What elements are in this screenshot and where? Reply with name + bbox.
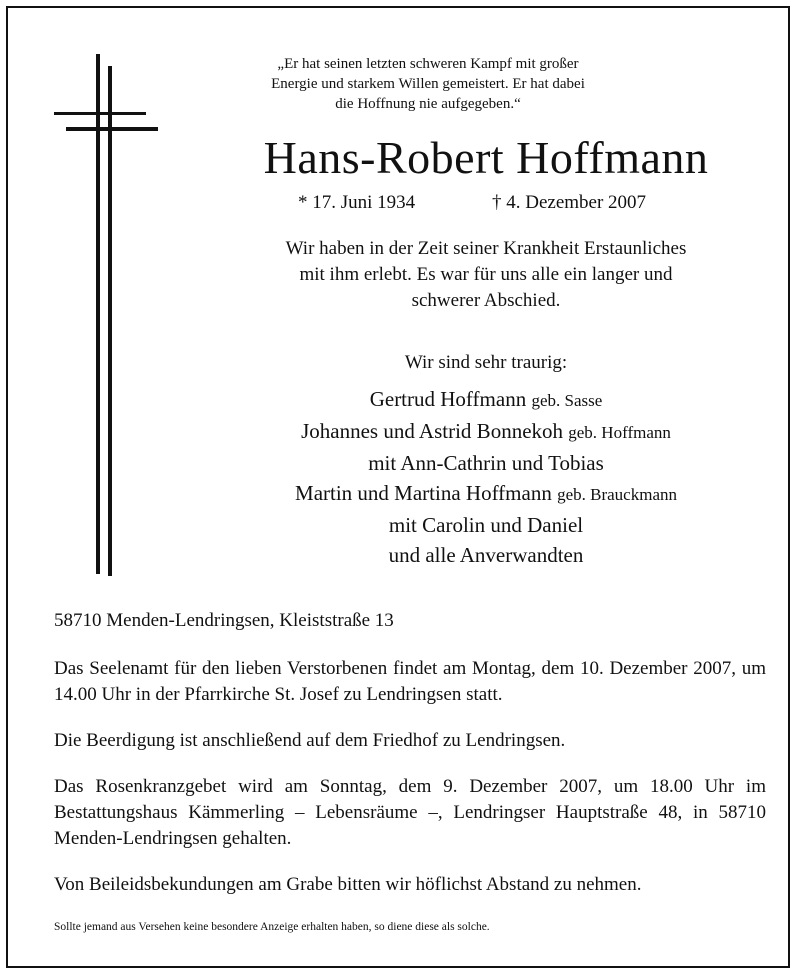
maiden-name-note: geb. Brauckmann bbox=[557, 485, 677, 504]
intro-line: mit ihm erlebt. Es war für uns alle ein langer und bbox=[299, 264, 673, 285]
maiden-name-note: geb. Hoffmann bbox=[568, 423, 671, 442]
mourner-row bbox=[208, 384, 764, 416]
quote-line: „Er hat seinen letzten schweren Kampf mit großer bbox=[277, 56, 579, 72]
mourner-row: und alle Anverwandten bbox=[388, 543, 584, 567]
mourner-name: Johannes und Astrid Bonnekoh bbox=[301, 419, 564, 443]
mourner-row: mit Ann-Cathrin und Tobias bbox=[368, 451, 604, 475]
quote bbox=[258, 54, 598, 114]
burial-info: Die Beerdigung ist anschließend auf dem Friedhof zu Lendringsen. bbox=[54, 730, 566, 751]
mourner-row: mit Carolin und Daniel bbox=[388, 513, 584, 537]
cross-vertical-bar-2 bbox=[108, 66, 112, 576]
mourner-row bbox=[208, 478, 764, 510]
address: 58710 Menden-Lendringsen, Kleiststraße 13 bbox=[54, 610, 394, 631]
mourners-list bbox=[208, 384, 764, 570]
mourner-name: Gertrud Hoffmann bbox=[369, 387, 527, 411]
condolences-note: Von Beileidsbekundungen am Grabe bitten wir höflichst Abstand zu nehmen. bbox=[54, 874, 642, 895]
cross-horizontal-bar-2 bbox=[66, 127, 158, 131]
cross-horizontal-bar bbox=[54, 112, 146, 115]
quote-line: die Hoffnung nie aufgegeben.“ bbox=[335, 96, 521, 112]
mourner-name: Martin und Martina Hoffmann bbox=[295, 481, 552, 505]
cross-vertical-bar bbox=[96, 54, 100, 574]
quote-line: Energie und starkem Willen gemeistert. Er hat dabei bbox=[271, 76, 585, 92]
death-date: † 4. Dezember 2007 bbox=[492, 192, 647, 213]
life-dates bbox=[268, 192, 728, 218]
birth-date: * 17. Juni 1934 bbox=[298, 192, 416, 213]
requiem-mass-info: Das Seelenamt für den lieben Verstorbenen findet am Montag, dem 10. Dezember 2007, um 14.00 Uhr in der Pfarrkirche St. Josef zu Lendringsen statt. bbox=[54, 658, 766, 705]
deceased-name: Hans-Robert Hoffmann bbox=[263, 132, 709, 183]
cross-icon bbox=[8, 8, 188, 588]
intro-line: schwerer Abschied. bbox=[411, 290, 561, 311]
service-details bbox=[54, 608, 766, 918]
maiden-name-note: geb. Sasse bbox=[531, 391, 603, 410]
intro-line: Wir haben in der Zeit seiner Krankheit Erstaunliches bbox=[285, 238, 687, 259]
obituary-notice bbox=[6, 6, 790, 968]
footnote: Sollte jemand aus Versehen keine besondere Anzeige erhalten haben, so diene diese als solche. bbox=[54, 921, 490, 933]
rosary-info: Das Rosenkranzgebet wird am Sonntag, dem 9. Dezember 2007, um 18.00 Uhr im Bestattungshaus Kämmerling – Lebensräume –, Lendringser Hauptstraße 48, in 58710 Menden-Lendringsen gehalten. bbox=[54, 776, 766, 849]
mourners-intro: Wir sind sehr traurig: bbox=[404, 352, 568, 373]
intro-text bbox=[208, 236, 764, 314]
mourner-row bbox=[208, 416, 764, 448]
